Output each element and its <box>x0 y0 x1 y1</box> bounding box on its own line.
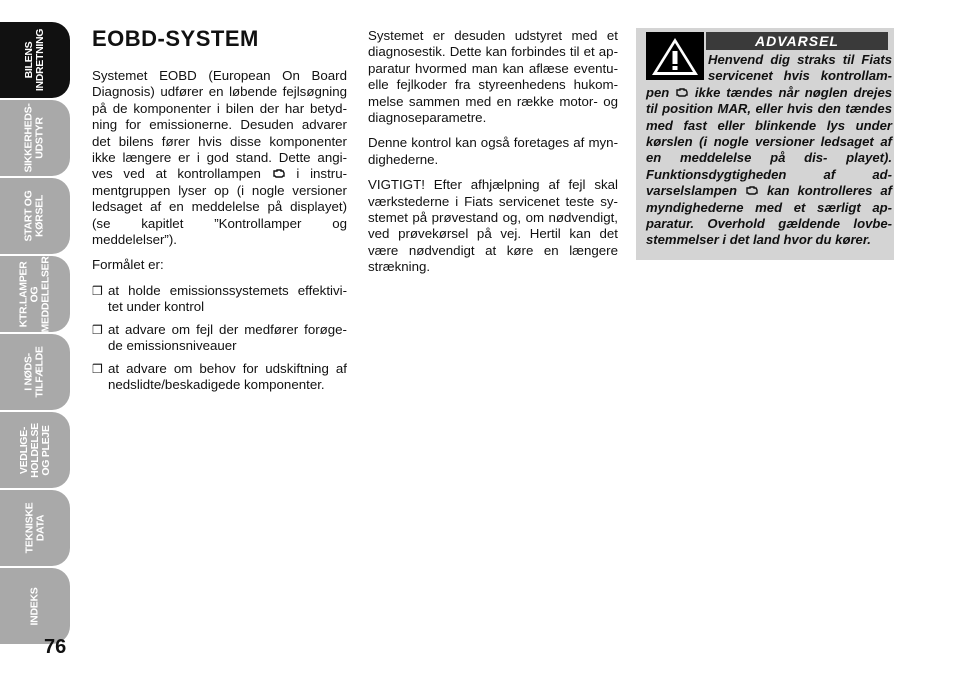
tab-label: START OG KØRSEL <box>22 190 46 242</box>
warning-text-b: ikke tændes når nøglen drejes til position MAR, eller hvis den tændes med fast eller blinkende lys under kørslen (i nogle versioner ledsaget af en meddelelse på dis- playet). Funktionsdygtigheden af ad- varselslampen <box>646 84 893 199</box>
tab-label: I NØDS- TILFÆLDE <box>22 346 46 398</box>
checkbox-icon: ❒ <box>92 361 103 376</box>
list-item-text: at advare om behov for udskiftning af nedslidte/beskadigede komponenter. <box>108 360 347 392</box>
warning-box <box>636 28 894 260</box>
tab-vedligeholdelse[interactable] <box>0 412 70 488</box>
diagnostics-paragraph: Systemet er desuden udstyret med et diagnosestik. Dette kan forbindes til et ap- paratur hvormed man kan aflæse eventu- elle fejlkoder fra styreenhedens hukom- melse sammen med en række motor- og diagnoseparametre. <box>368 28 618 126</box>
warning-text-c: kan kontrolleres af myndighederne med et særligt ap- paratur. Overhold gældende lovbe- stemmelser i det land hvor du kører. <box>646 183 893 248</box>
tab-label: BILENS INDRETNING <box>23 28 46 92</box>
tab-label: VEDLIGE- HOLDELSE OG PLEJE <box>17 422 52 478</box>
list-item <box>92 361 347 394</box>
list-item-text: at holde emissionssystemets effektivi- tet under kontrol <box>108 282 347 315</box>
engine-check-icon <box>675 87 689 98</box>
column-1 <box>92 28 347 399</box>
tab-sikkerhedsudstyr[interactable] <box>0 100 70 176</box>
important-paragraph: VIGTIGT! Efter afhjælpning af fejl skal værkstederne i Fiats servicenet teste sy- stemet på prøvestand og, om nødvendigt, ved prøvekørsel på vej. Hertil kan det være nødvendigt at køre en længere strækning. <box>368 177 618 275</box>
tab-label: INDEKS <box>28 587 41 625</box>
page-number: 76 <box>44 636 67 658</box>
list-item-text: at advare om fejl der medfører forøge- de emissionsniveauer <box>108 321 347 354</box>
intro-paragraph <box>92 68 347 248</box>
list-item <box>92 283 347 316</box>
tab-bilens-indretning[interactable] <box>0 22 70 98</box>
tab-label: SIKKERHEDS- UDSTYR <box>22 103 46 173</box>
intro-text-b: i instru- mentgruppen lyser op (i nogle versioner ledsaget af en meddelelse på displayet) (se kapitlet ”Kontrollamper og meddelelser”). <box>92 166 348 248</box>
intro-text-a: Systemet EOBD (European On Board Diagnosis) udfører en løbende fejlsøgning på de komponenter i bilen der har betyd- ning for emissionerne. Desuden advarer det bilens fører hvis disse komponenter ikke længere er i god stand. Dette angi- ves ved at kontrollampen <box>92 68 347 182</box>
tab-tekniske-data[interactable] <box>0 490 70 566</box>
column-2 <box>368 28 618 285</box>
engine-check-icon <box>272 168 286 179</box>
tab-label: KTR.LAMPER OG MEDDELELSER <box>17 255 52 333</box>
tab-label: TEKNISKE DATA <box>22 502 46 554</box>
tab-kontrollamper[interactable] <box>0 256 70 332</box>
warning-title: ADVARSEL <box>706 32 888 50</box>
warning-text-a: Henvend dig straks til Fiats servicenet hvis kontrollam- pen <box>646 52 892 100</box>
checkbox-icon: ❒ <box>92 322 103 337</box>
engine-check-icon <box>745 185 759 196</box>
list-item <box>92 322 347 355</box>
tab-start-og-koersel[interactable] <box>0 178 70 254</box>
purpose-label: Formålet er: <box>92 257 164 273</box>
checkbox-icon: ❒ <box>92 283 103 298</box>
tab-indeks[interactable] <box>0 568 70 644</box>
section-heading: EOBD-SYSTEM <box>92 26 259 51</box>
tab-i-noedstilfaelde[interactable] <box>0 334 70 410</box>
authorities-paragraph: Denne kontrol kan også foretages af myn- dighederne. <box>368 135 618 167</box>
warning-text <box>646 52 892 249</box>
